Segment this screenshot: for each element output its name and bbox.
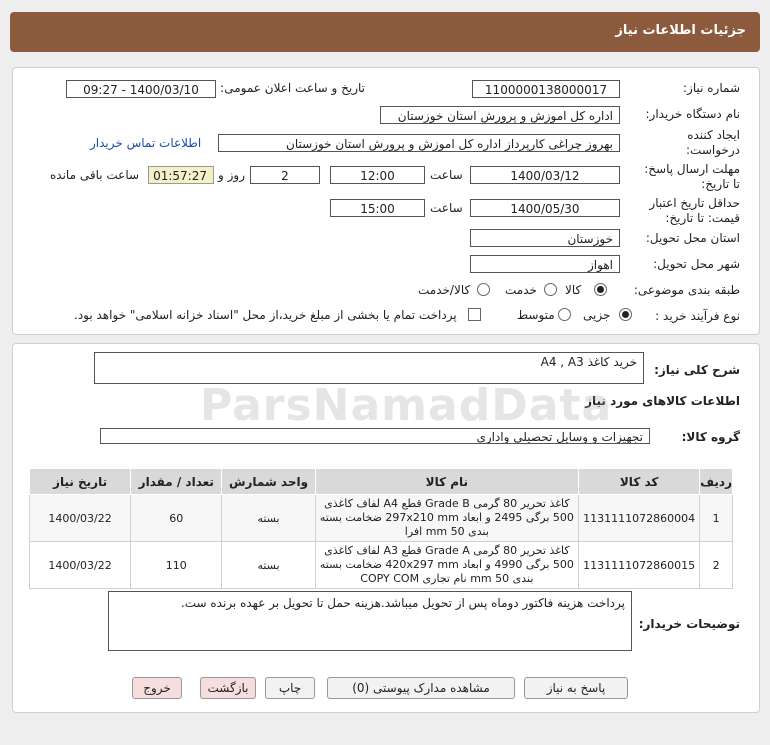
- col-unit: واحد شمارش: [222, 469, 315, 495]
- buyer-notes-label: توضیحات خریدار:: [638, 617, 740, 631]
- goods-table: [29, 468, 733, 589]
- remaining-label: ساعت باقی مانده: [50, 168, 140, 182]
- deadline-label-1: مهلت ارسال پاسخ:: [644, 162, 740, 176]
- cell-code: 1131111072860004: [579, 495, 700, 542]
- deadline-time-label: ساعت: [430, 168, 463, 182]
- cell-code: 1131111072860015: [579, 542, 700, 589]
- cell-qty: 110: [131, 542, 222, 589]
- remaining-time-field: 01:57:27: [148, 166, 214, 184]
- category-radio-goods[interactable]: [594, 283, 607, 296]
- creator-label-2: درخواست:: [686, 143, 740, 157]
- table-row: [30, 542, 733, 589]
- validity-time-field: 15:00: [330, 199, 425, 217]
- deadline-time-field: 12:00: [330, 166, 425, 184]
- city-label: شهر محل تحویل:: [653, 257, 740, 271]
- goods-table-wrap: [29, 468, 733, 589]
- deadline-date-field: 1400/03/12: [470, 166, 620, 184]
- validity-date-field: 1400/05/30: [470, 199, 620, 217]
- col-name: نام کالا: [315, 469, 579, 495]
- payment-note: پرداخت تمام یا بخشی از مبلغ خرید،از محل "اسناد خزانه اسلامی" خواهد بود.: [74, 308, 457, 322]
- attachments-button[interactable]: مشاهده مدارک پیوستی (0): [327, 677, 515, 699]
- col-date: تاریخ نیاز: [30, 469, 131, 495]
- desc-field: خرید کاغذ A4 , A3: [94, 352, 644, 384]
- validity-label-2: قیمت: تا تاریخ:: [665, 211, 740, 225]
- cell-unit: بسته: [222, 542, 315, 589]
- need-number-label: شماره نیاز:: [683, 81, 740, 95]
- buyer-org-label: نام دستگاه خریدار:: [645, 107, 740, 121]
- process-radio-medium[interactable]: [558, 308, 571, 321]
- city-field: اهواز: [470, 255, 620, 273]
- province-field: خوزستان: [470, 229, 620, 247]
- category-option-goods-service: کالا/خدمت: [418, 283, 471, 297]
- buyer-notes-field: پرداخت هزینه فاکتور دوماه پس از تحویل میباشد.هزینه حمل تا تحویل بر عهده برنده ست.: [108, 591, 632, 651]
- cell-name: کاغذ تحریر 80 گرمی Grade B قطع A4 لفاف کاغذی 500 برگی 2495 و ابعاد 297x210 mm ضخامت بسته بندی 50 mm افرا: [315, 495, 579, 542]
- cell-qty: 60: [131, 495, 222, 542]
- desc-label: شرح کلی نیاز:: [654, 363, 740, 377]
- cell-row: 1: [700, 495, 733, 542]
- creator-field: بهروز چراغی کارپرداز اداره کل اموزش و پرورش استان خوزستان: [218, 134, 620, 152]
- exit-button[interactable]: خروج: [132, 677, 182, 699]
- cell-name: کاغذ تحریر 80 گرمی Grade A قطع A3 لفاف کاغذی 500 برگی 4990 و ابعاد 420x297 mm ضخامت بسته بندی 50 mm نام تجاری COPY COM: [315, 542, 579, 589]
- watermark-logo: ParsNamadData: [200, 380, 613, 431]
- process-radio-minor[interactable]: [619, 308, 632, 321]
- back-button[interactable]: بازگشت: [200, 677, 256, 699]
- category-label: طبقه بندی موضوعی:: [633, 283, 740, 297]
- deadline-label-2: تا تاریخ:: [701, 177, 740, 191]
- category-option-goods: کالا: [565, 283, 582, 297]
- treasury-checkbox[interactable]: [468, 308, 481, 321]
- process-option-medium: متوسط: [517, 308, 555, 322]
- announce-label: تاریخ و ساعت اعلان عمومی:: [220, 81, 365, 95]
- category-option-service: خدمت: [505, 283, 537, 297]
- buyer-org-field: اداره کل اموزش و پرورش استان خوزستان: [380, 106, 620, 124]
- announce-field: 1400/03/10 - 09:27: [66, 80, 216, 98]
- need-number-field: 1100000138000017: [472, 80, 620, 98]
- goods-info-title: اطلاعات کالاهای مورد نیاز: [585, 394, 740, 408]
- reply-button[interactable]: پاسخ به نیاز: [524, 677, 628, 699]
- contact-buyer-link[interactable]: اطلاعات تماس خریدار: [90, 136, 202, 150]
- creator-label-1: ایجاد کننده: [687, 128, 740, 142]
- cell-date: 1400/03/22: [30, 542, 131, 589]
- group-field: تجهیزات و وسایل تحصیلی واداری: [100, 428, 650, 444]
- page-title: جزئیات اطلاعات نیاز: [615, 23, 746, 38]
- process-label: نوع فرآیند خرید :: [655, 309, 740, 323]
- col-row: ردیف: [700, 469, 733, 495]
- province-label: استان محل تحویل:: [645, 231, 740, 245]
- cell-unit: بسته: [222, 495, 315, 542]
- category-radio-service[interactable]: [544, 283, 557, 296]
- validity-time-label: ساعت: [430, 201, 463, 215]
- cell-date: 1400/03/22: [30, 495, 131, 542]
- validity-label-1: حداقل تاریخ اعتبار: [649, 196, 740, 210]
- col-code: کد کالا: [579, 469, 700, 495]
- group-label: گروه کالا:: [681, 430, 740, 444]
- cell-row: 2: [700, 542, 733, 589]
- page-header: [10, 12, 760, 52]
- table-row: [30, 495, 733, 542]
- days-field: 2: [250, 166, 320, 184]
- print-button[interactable]: چاپ: [265, 677, 315, 699]
- category-radio-goods-service[interactable]: [477, 283, 490, 296]
- process-option-minor: جزیی: [583, 308, 611, 322]
- days-label: روز و: [218, 168, 245, 182]
- col-qty: تعداد / مقدار: [131, 469, 222, 495]
